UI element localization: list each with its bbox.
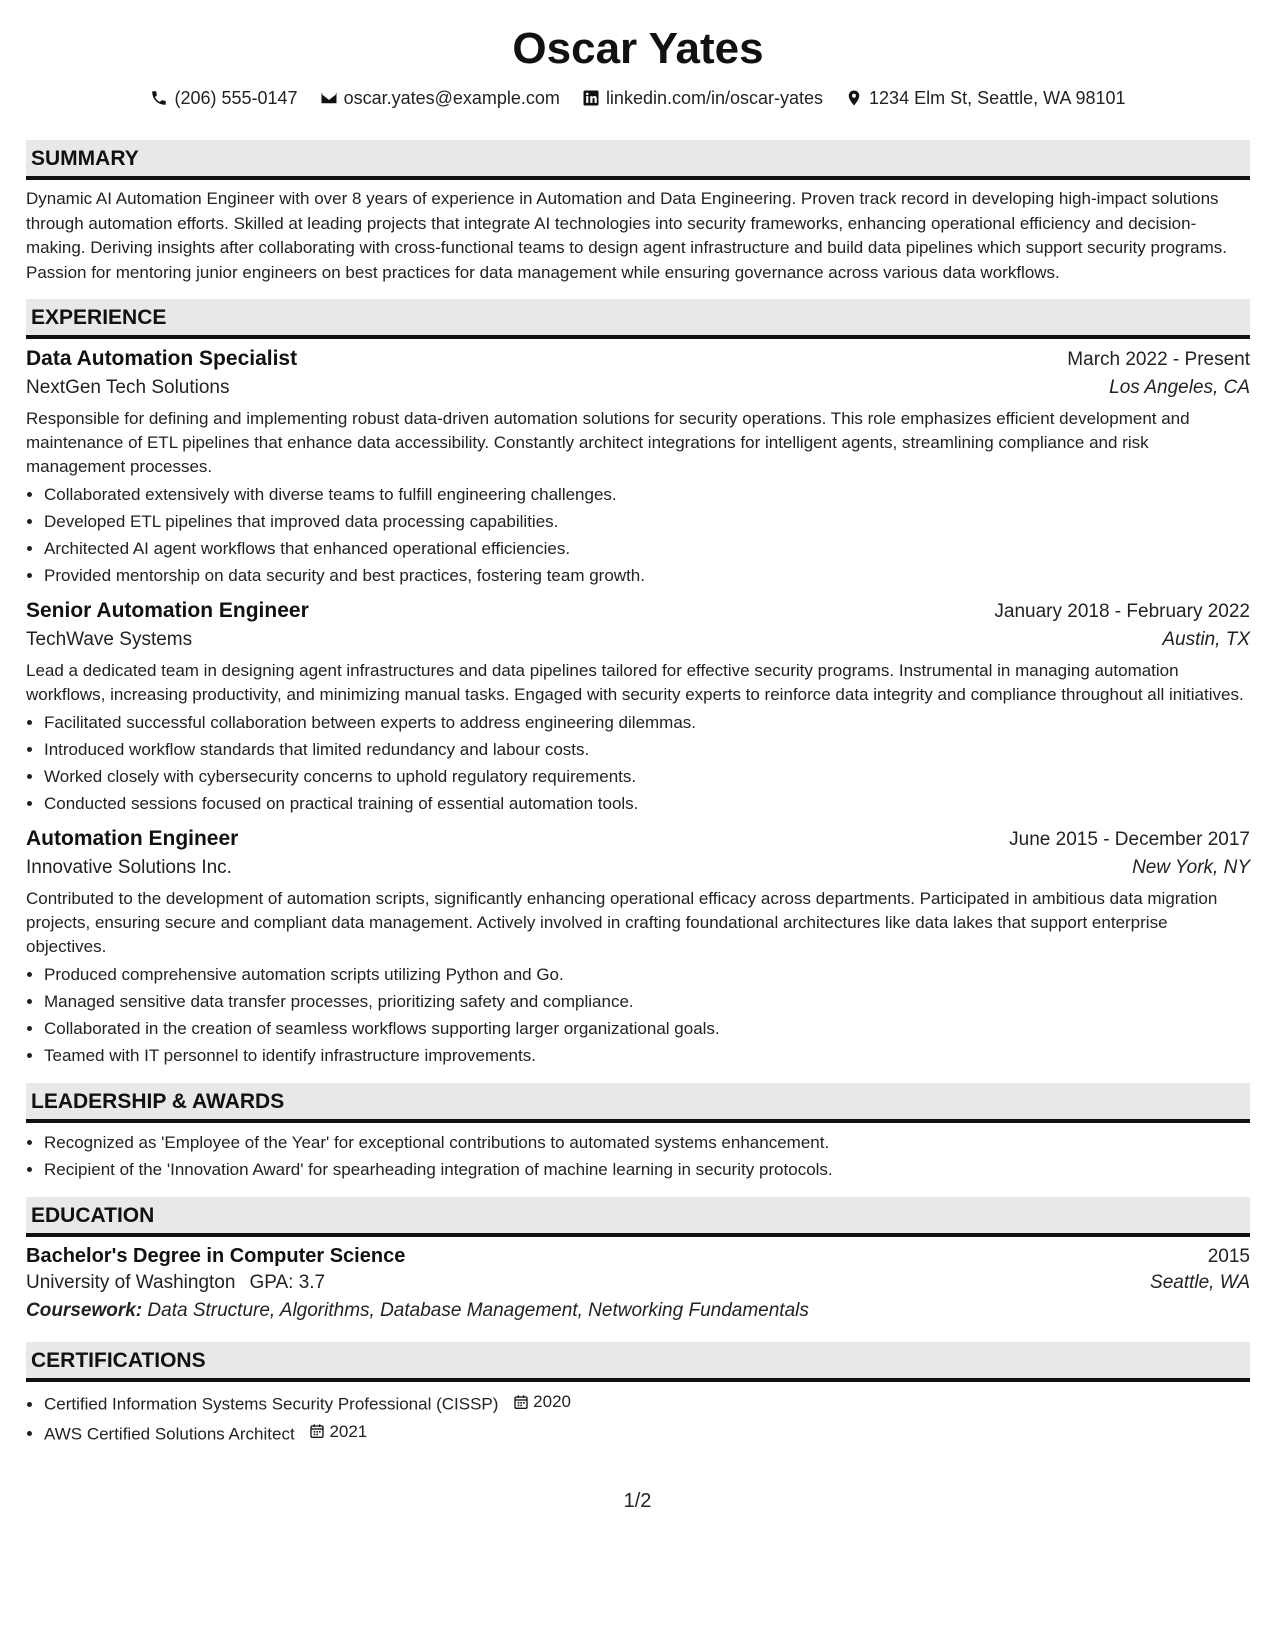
- list-item: [44, 1388, 1250, 1418]
- job-dates: January 2018 - February 2022: [994, 601, 1250, 622]
- gpa: GPA: 3.7: [249, 1272, 326, 1293]
- phone-icon: [150, 89, 168, 107]
- certification-name: AWS Certified Solutions Architect: [44, 1424, 295, 1443]
- job-title: Data Automation Specialist: [26, 347, 298, 370]
- certification-date: [513, 1388, 571, 1415]
- job-entry: [26, 347, 1250, 589]
- section-heading-leadership: LEADERSHIP & AWARDS: [26, 1083, 1250, 1123]
- leadership-section: [26, 1083, 1250, 1183]
- list-item: • Conducted sessions focused on practical training of essential automation tools.: [44, 790, 1250, 817]
- email-text[interactable]: oscar.yates@example.com: [343, 87, 560, 108]
- envelope-icon: [320, 89, 338, 107]
- job-bullets: [26, 481, 1250, 589]
- job-bullets: [26, 709, 1250, 817]
- list-item: • Collaborated extensively with diverse teams to fulfill engineering challenges.: [44, 481, 1250, 508]
- certification-year: 2021: [329, 1421, 368, 1441]
- contact-email[interactable]: [320, 88, 560, 109]
- resume-page: [26, 0, 1250, 1447]
- section-heading-certifications: CERTIFICATIONS: [26, 1342, 1250, 1382]
- coursework-label: Coursework:: [26, 1300, 143, 1321]
- list-item: • Collaborated in the creation of seamless workflows supporting larger organizational goals.: [44, 1015, 1250, 1042]
- calendar-icon: [513, 1394, 529, 1410]
- graduation-year: 2015: [1207, 1246, 1250, 1267]
- candidate-name: Oscar Yates: [512, 24, 764, 73]
- list-item: • Worked closely with cybersecurity concerns to uphold regulatory requirements.: [44, 763, 1250, 790]
- school-location: Seattle, WA: [1150, 1272, 1250, 1293]
- certifications-section: [26, 1342, 1250, 1447]
- job-entry: [26, 827, 1250, 1069]
- job-title: Senior Automation Engineer: [26, 599, 309, 622]
- job-dates: March 2022 - Present: [1067, 349, 1250, 370]
- job-company: Innovative Solutions Inc.: [26, 857, 232, 878]
- certifications-list: [26, 1388, 1250, 1447]
- certification-name: Certified Information Systems Security Professional (CISSP): [44, 1394, 499, 1414]
- list-item: [44, 1418, 1250, 1448]
- list-item: • Architected AI agent workflows that enhanced operational efficiencies.: [44, 535, 1250, 562]
- calendar-icon: [309, 1423, 325, 1439]
- list-item: • Produced comprehensive automation scripts utilizing Python and Go.: [44, 961, 1250, 988]
- job-location: Austin, TX: [1162, 629, 1250, 650]
- job-title: Automation Engineer: [26, 827, 239, 850]
- list-item: • Teamed with IT personnel to identify infrastructure improvements.: [44, 1042, 1250, 1069]
- coursework-list: Data Structure, Algorithms, Database Management, Networking Fundamentals: [147, 1300, 809, 1321]
- job-description: Responsible for defining and implementing robust data-driven automation solutions for security operations. This role emphasizes efficient development and maintenance of ETL pipelines that enhance data accessibility. Constantly architect integrations for intelligent agents, streamlining compliance and risk management processes.: [26, 409, 1190, 476]
- job-dates: June 2015 - December 2017: [1009, 829, 1250, 850]
- awards-list: [26, 1129, 1250, 1183]
- list-item: • Recipient of the 'Innovation Award' for spearheading integration of machine learning in security protocols.: [44, 1156, 1250, 1183]
- list-item: • Facilitated successful collaboration between experts to address engineering dilemmas.: [44, 709, 1250, 736]
- job-description: Contributed to the development of automation scripts, significantly enhancing operational efficacy across departments. Participated in ambitious data migration projects, ensuring secure and compliant data management. Actively involved in crafting foundational architectures like data lakes that support enterprise objectives.: [26, 889, 1218, 956]
- certification-date: [309, 1418, 367, 1445]
- job-description: Lead a dedicated team in designing agent infrastructures and data pipelines tailored for effective security programs. Instrumental in managing automation workflows, increasing productivity, and minimizing manual tasks. Engaged with security experts to reinforce data integrity and compliance throughout all initiatives.: [26, 661, 1244, 704]
- job-bullets: [26, 961, 1250, 1069]
- page-number: 1/2: [623, 1490, 652, 1512]
- school-line: [26, 1272, 325, 1294]
- list-item: • Provided mentorship on data security and best practices, fostering team growth.: [44, 562, 1250, 589]
- coursework-line: [26, 1300, 1250, 1322]
- summary-text: Dynamic AI Automation Engineer with over 8 years of experience in Automation and Data Engineering. Proven track record in developing high-impact solutions through automation efforts. Skilled at leading projects that integrate AI technologies into security frameworks, enhancing operational efficiency and decision-making. Deriving insights after collaborating with cross-functional teams to design agent infrastructure and build data pipelines which support security programs. Passion for mentoring junior engineers on best practices for data management while ensuring governance across various data workflows.: [26, 189, 1227, 282]
- contact-phone: [150, 88, 297, 109]
- section-heading-experience: EXPERIENCE: [26, 299, 1250, 339]
- address-text: 1234 Elm St, Seattle, WA 98101: [869, 87, 1126, 108]
- job-company: NextGen Tech Solutions: [26, 377, 230, 398]
- list-item: • Recognized as 'Employee of the Year' for exceptional contributions to automated systems enhancement.: [44, 1129, 1250, 1156]
- degree-title: Bachelor's Degree in Computer Science: [26, 1245, 406, 1267]
- section-heading-education: EDUCATION: [26, 1197, 1250, 1237]
- job-entry: [26, 599, 1250, 817]
- linkedin-text[interactable]: linkedin.com/in/oscar-yates: [605, 87, 824, 108]
- experience-section: [26, 299, 1250, 1069]
- map-pin-icon: [845, 89, 863, 107]
- school-name: University of Washington: [26, 1272, 236, 1293]
- phone-text: (206) 555-0147: [174, 87, 298, 108]
- certification-year: 2020: [533, 1392, 571, 1411]
- contact-address: [845, 88, 1125, 109]
- list-item: • Managed sensitive data transfer processes, prioritizing safety and compliance.: [44, 988, 1250, 1015]
- list-item: • Introduced workflow standards that limited redundancy and labour costs.: [44, 736, 1250, 763]
- contact-bar: [26, 86, 1250, 110]
- contact-linkedin[interactable]: [582, 88, 823, 109]
- linkedin-icon: [582, 89, 600, 107]
- job-company: TechWave Systems: [26, 629, 193, 650]
- education-section: [26, 1197, 1250, 1322]
- section-heading-summary: SUMMARY: [26, 140, 1250, 180]
- list-item: • Developed ETL pipelines that improved data processing capabilities.: [44, 508, 1250, 535]
- summary-section: [26, 140, 1250, 285]
- job-location: Los Angeles, CA: [1109, 377, 1250, 398]
- job-location: New York, NY: [1132, 857, 1250, 878]
